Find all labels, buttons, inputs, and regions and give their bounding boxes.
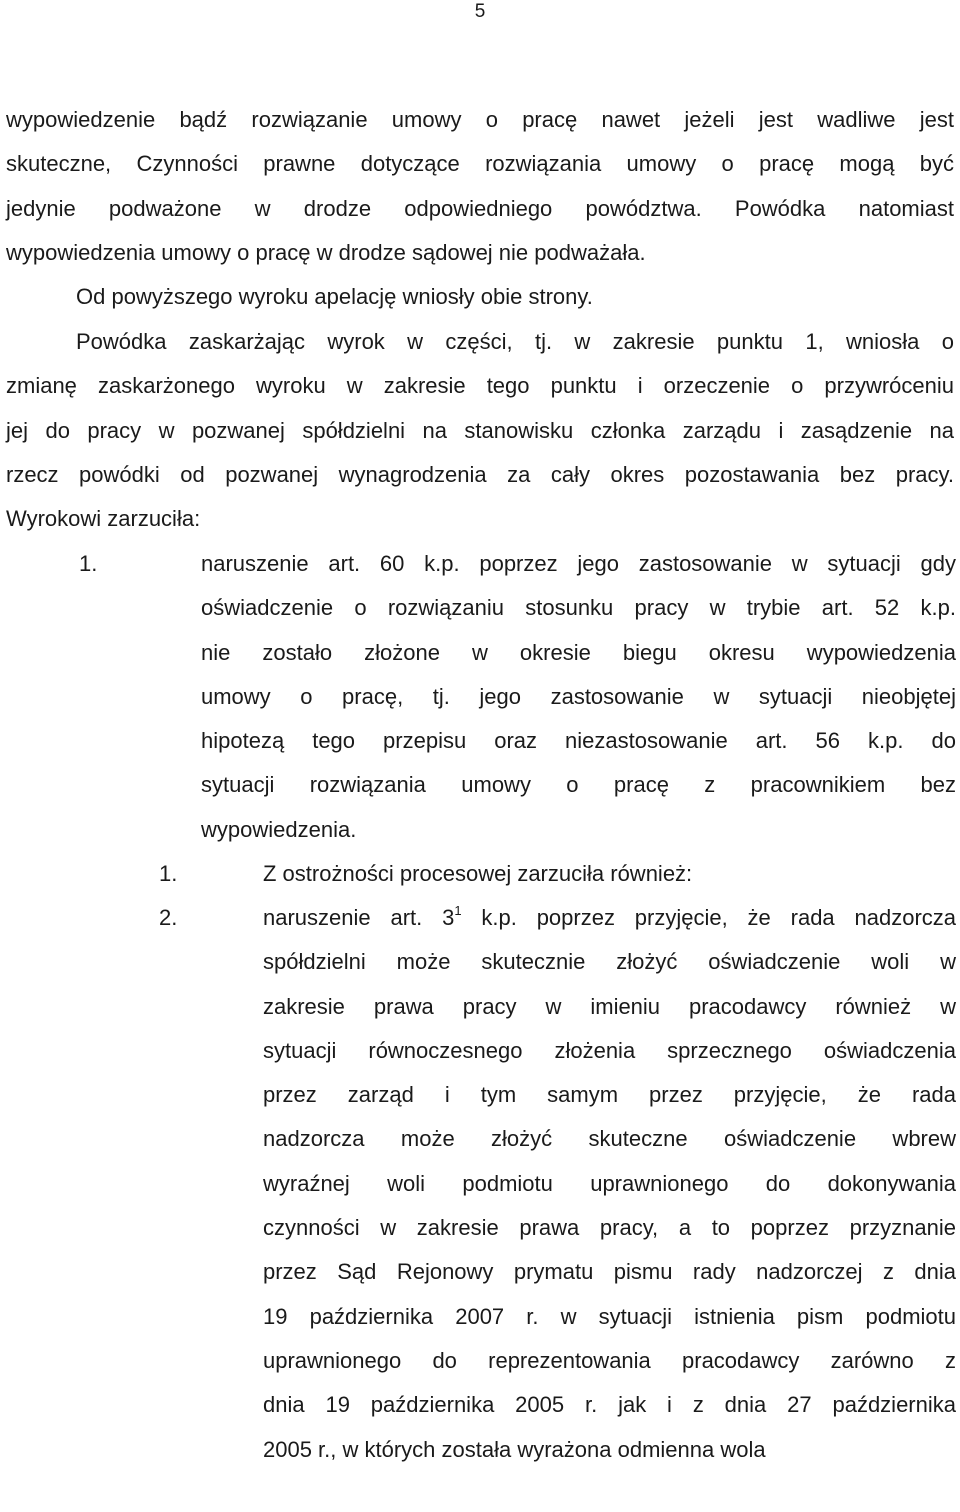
text-line: Z ostrożności procesowej zarzuciła również: [263,861,693,886]
list-item-number: 1. [79,551,98,576]
text-line: naruszenie art. 60 k.p. poprzez jego zastosowanie w sytuacji gdy [201,551,956,576]
page-number: 5 [474,1,486,22]
list-item-text [263,896,956,1472]
text-line: jej do pracy w pozwanej spółdzielni na stanowisku członka zarządu i zasądzenie na [6,417,954,443]
text-line: zmianę zaskarżonego wyroku w zakresie tego punktu i orzeczenie o przywróceniu [6,373,954,399]
superscript: 1 [454,902,462,918]
list-item-number: 1. [159,861,178,886]
text-line: 2005 r., w których została wyrażona odmienna wola [263,1436,766,1462]
text-line: uprawnionego do reprezentowania pracodawcy zarówno z [263,1347,956,1373]
text-line: umowy o pracę, tj. jego zastosowanie w sytuacji nieobjętej [201,683,956,709]
text-segment: k.p. poprzez przyjęcie, że rada nadzorcza [461,905,957,930]
list-item-text [201,542,956,852]
text-line: wypowiedzenie bądź rozwiązanie umowy o pracę nawet jeżeli jest wadliwe jest [6,107,954,132]
text-line: wypowiedzenia umowy o pracę w drodze sądowej nie podważała. [6,239,646,265]
text-line: nie zostało złożone w okresie biegu okresu wypowiedzenia [201,639,956,665]
text-line: przez zarząd i tym samym przez przyjęcie, że rada [263,1082,956,1108]
text-line: oświadczenie o rozwiązaniu stosunku pracy w trybie art. 52 k.p. [201,595,956,621]
text-line: hipotezą tego przepisu oraz niezastosowanie art. 56 k.p. do [201,728,956,754]
paragraph-3 [6,320,954,541]
paragraph-2 [6,275,960,319]
text-line: Od powyższego wyroku apelację wniosły obie strony. [76,284,593,309]
text-line [263,896,956,940]
text-line: spółdzielni może skutecznie złożyć oświadczenie woli w [263,949,956,975]
text-line: nadzorcza może złożyć skuteczne oświadczenie wbrew [263,1126,956,1152]
list-item-text [263,852,956,896]
text-segment: naruszenie art. 3 [263,905,455,930]
list-item-number: 2. [159,905,178,930]
paragraph-1 [6,98,954,275]
text-line: jedynie podważone w drodze odpowiedniego powództwa. Powódka natomiast [6,195,954,221]
text-line: przez Sąd Rejonowy prymatu pismu rady nadzorczej z dnia [263,1259,956,1285]
text-line: Powódka zaskarżając wyrok w części, tj. w zakresie punktu 1, wniosła o [76,329,954,354]
text-line: sytuacji równoczesnego złożenia sprzecznego oświadczenia [263,1037,956,1063]
text-line: dnia 19 października 2005 r. jak i z dnia 27 października [263,1392,956,1418]
text-line: 19 października 2007 r. w sytuacji istnienia pism podmiotu [263,1303,956,1329]
text-line: rzecz powódki od pozwanej wynagrodzenia za cały okres pozostawania bez pracy. [6,461,954,487]
text-line: skuteczne, Czynności prawne dotyczące rozwiązania umowy o pracę mogą być [6,151,954,177]
text-line: zakresie prawa pracy w imieniu pracodawcy również w [263,993,956,1019]
text-line: sytuacji rozwiązania umowy o pracę z pracownikiem bez [201,772,956,798]
text-line: Wyrokowi zarzuciła: [6,506,201,532]
text-line: wypowiedzenia. [201,816,357,842]
text-line: wyraźnej woli podmiotu uprawnionego do dokonywania [263,1170,956,1196]
text-line: czynności w zakresie prawa pracy, a to poprzez przyznanie [263,1215,956,1241]
